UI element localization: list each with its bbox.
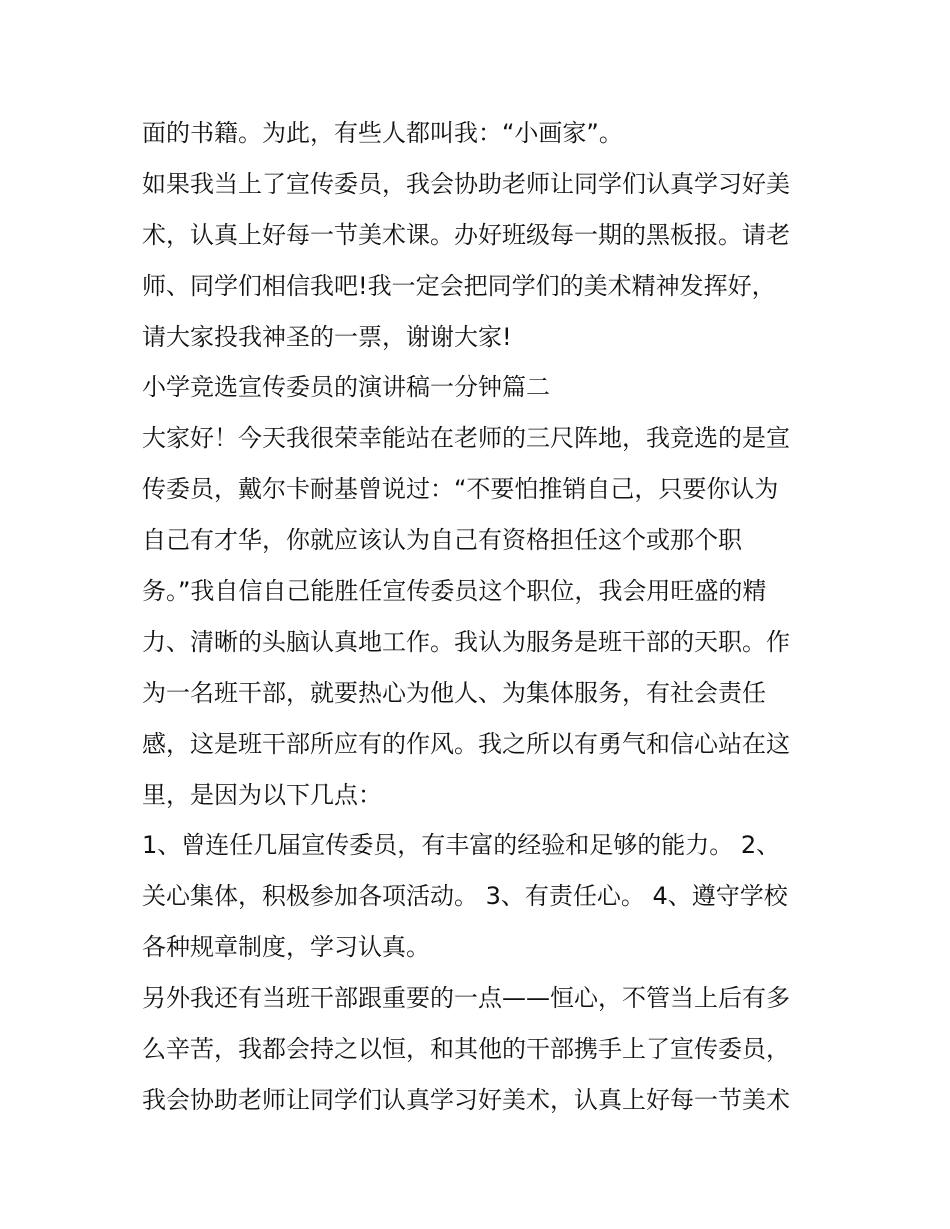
text-line: 自己有才华，你就应该认为自己有资格担任这个或那个职 [142,526,742,555]
text-line: 各种规章制度，学习认真。 [142,933,430,962]
text-line: 关心集体，积极参加各项活动。 3、有责任心。 4、遵守学校 [142,882,788,911]
text-line: 里，是因为以下几点： [142,780,382,809]
text-line: 为一名班干部，就要热心为他人、为集体服务，有社会责任 [142,678,766,707]
text-line: 大家好！今天我很荣幸能站在老师的三尺阵地，我竞选的是宣 [142,424,790,453]
section-heading: 小学竞选宣传委员的演讲稿一分钟篇二 [142,373,550,402]
text-line: 另外我还有当班干部跟重要的一点——恒心，不管当上后有多 [142,984,790,1013]
text-line: 师、同学们相信我吧!我一定会把同学们的美术精神发挥好， [142,271,776,300]
text-line: 感，这是班干部所应有的作风。我之所以有勇气和信心站在这 [142,729,790,758]
text-line: 如果我当上了宣传委员，我会协助老师让同学们认真学习好美 [142,169,790,198]
text-line: 力、清晰的头脑认真地工作。我认为服务是班干部的天职。作 [142,627,790,656]
text-line: 我会协助老师让同学们认真学习好美术，认真上好每一节美术 [142,1085,790,1114]
text-line: 么辛苦，我都会持之以恒，和其他的干部携手上了宣传委员， [142,1035,790,1064]
text-line: 术，认真上好每一节美术课。办好班级每一期的黑板报。请老 [142,220,790,249]
text-line: 1、曾连任几届宣传委员，有丰富的经验和足够的能力。 2、 [142,831,781,860]
text-line: 传委员，戴尔卡耐基曾说过：“不要怕推销自己，只要你认为 [142,475,779,504]
text-line: 请大家投我神圣的一票，谢谢大家! [142,322,512,351]
text-line: 务。”我自信自己能胜任宣传委员这个职位，我会用旺盛的精 [142,577,767,606]
text-line: 面的书籍。为此，有些人都叫我：“小画家”。 [142,119,623,147]
document-body [142,108,832,1126]
